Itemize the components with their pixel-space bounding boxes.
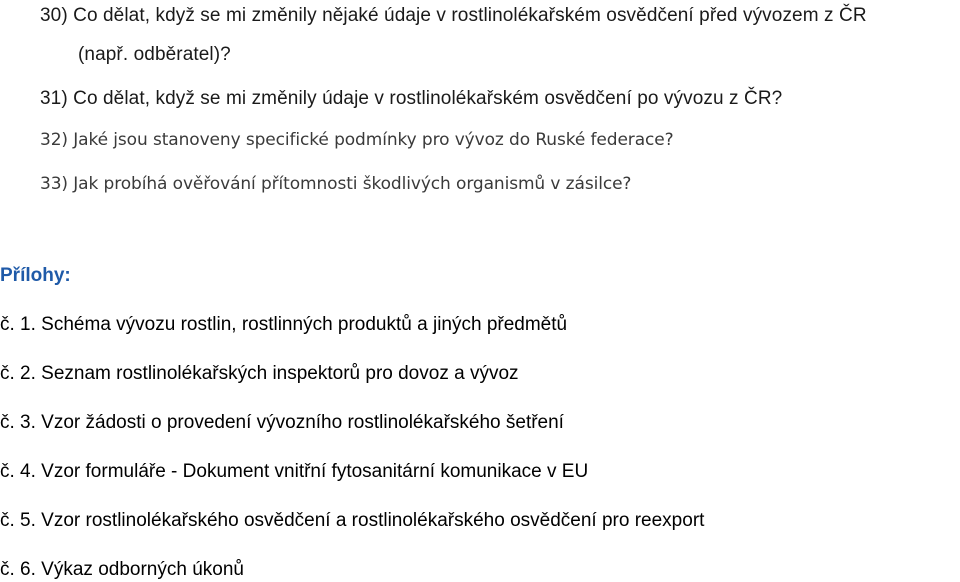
attachment-item-2: č. 2. Seznam rostlinolékařských inspektorů pro dovoz a vývoz: [0, 363, 519, 384]
question-30-line-1: 30) Co dělat, když se mi změnily nějaké údaje v rostlinolékařském osvědčení před vývozem z ČR: [40, 5, 867, 26]
attachment-item-5: č. 5. Vzor rostlinolékařského osvědčení a rostlinolékařského osvědčení pro reexport: [0, 510, 705, 531]
question-32: 32) Jaké jsou stanoveny specifické podmínky pro vývoz do Ruské federace?: [40, 130, 674, 150]
question-33: 33) Jak probíhá ověřování přítomnosti škodlivých organismů v zásilce?: [40, 174, 632, 194]
question-31: 31) Co dělat, když se mi změnily údaje v rostlinolékařském osvědčení po vývozu z ČR?: [40, 88, 783, 109]
attachment-item-4: č. 4. Vzor formuláře - Dokument vnitřní fytosanitární komunikace v EU: [0, 461, 589, 482]
attachment-item-1: č. 1. Schéma vývozu rostlin, rostlinných produktů a jiných předmětů: [0, 314, 568, 335]
question-30-line-2: (např. odběratel)?: [78, 44, 231, 65]
attachments-heading: Přílohy:: [0, 265, 71, 286]
attachment-item-6: č. 6. Výkaz odborných úkonů: [0, 559, 244, 580]
attachment-item-3: č. 3. Vzor žádosti o provedení vývozního rostlinolékařského šetření: [0, 412, 564, 433]
